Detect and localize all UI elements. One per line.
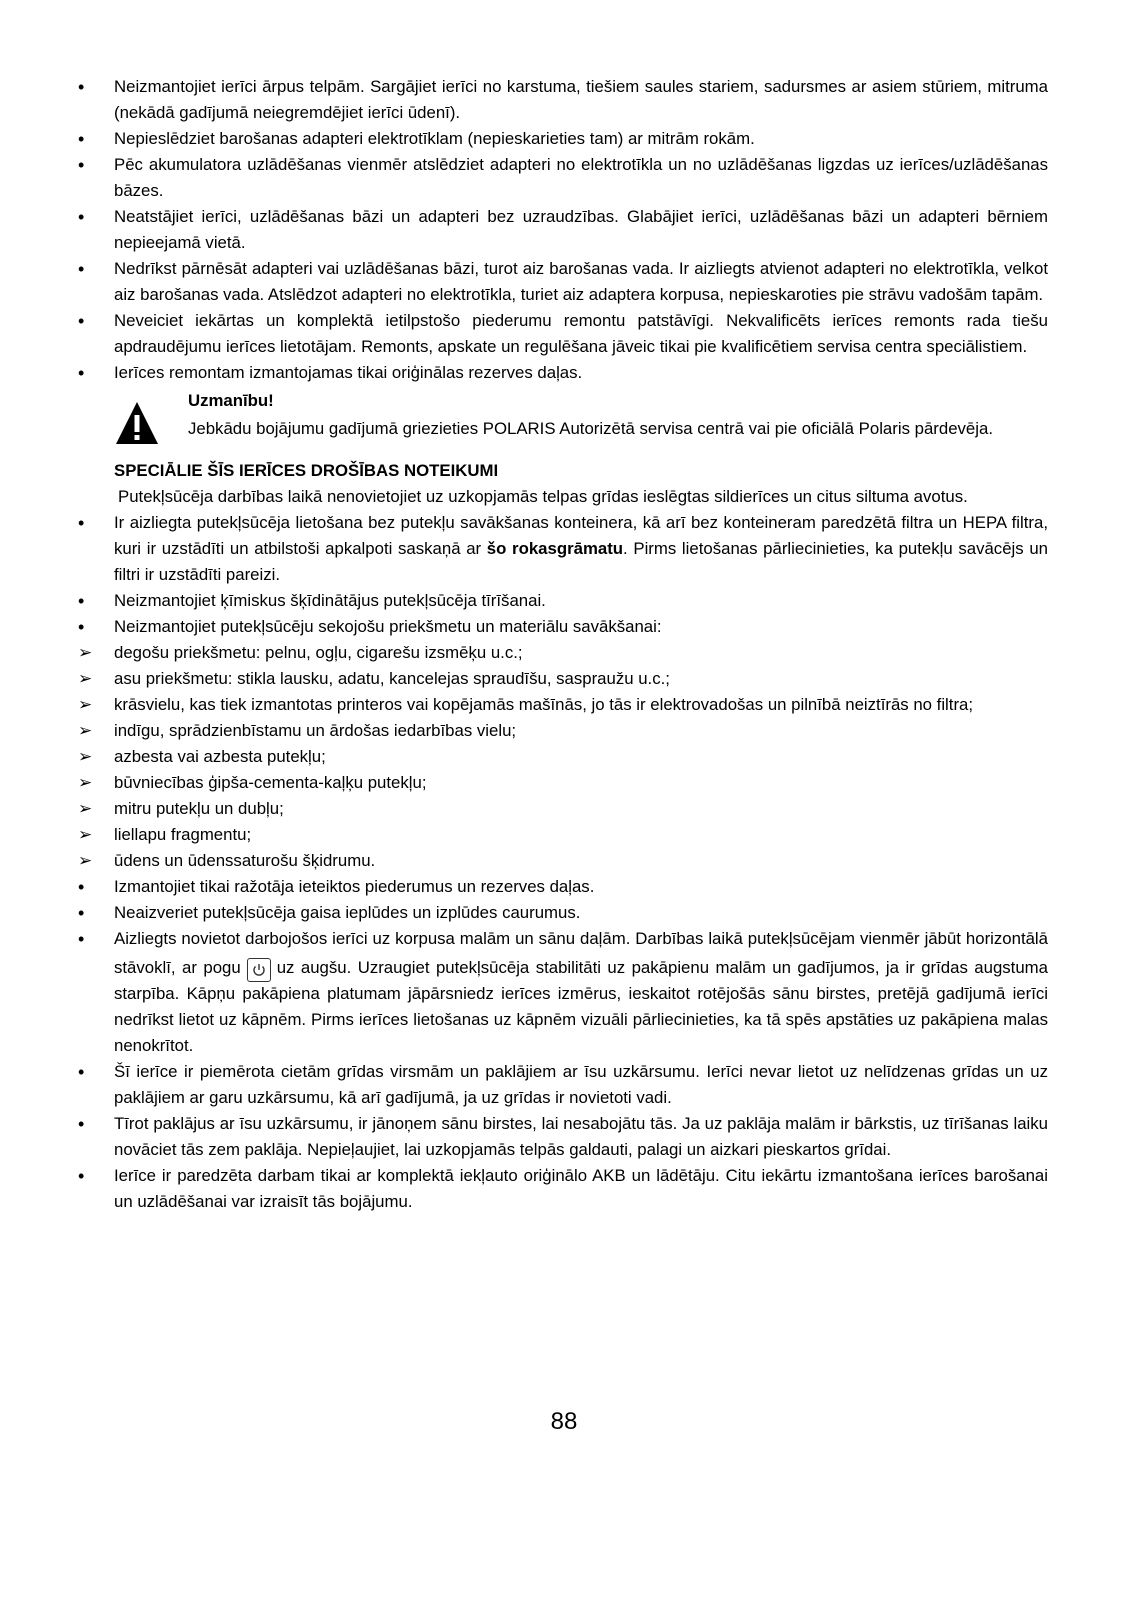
arrow-bullet-icon: [78, 848, 102, 875]
list-item: • Ir aizliegta putekļsūcēja lietošana bez putekļu savākšanas konteinera, kā arī bez konteineram paredzētā filtra un HEPA filtra, kuri ir uzstādīti un atbilstoši apkalpoti saskaņā ar šo rokasgrāmatu. Pirms lietošanas pārliecinieties, ka putekļu savācējs un filtri ir uzstādīti pareizi.: [78, 510, 1048, 588]
bullet-icon: [78, 256, 102, 284]
list-item: ➢ indīgu, sprādzienbīstamu un ārdošas iedarbības vielu;: [78, 718, 1048, 744]
list-item: • Ierīces remontam izmantojamas tikai oriģinālas rezerves daļas.: [78, 360, 1048, 386]
bullet-icon: [78, 360, 102, 388]
list-item: • Nedrīkst pārnēsāt adapteri vai uzlādēšanas bāzi, turot aiz barošanas vada. Ir aizliegts atvienot adapteri no elektrotīkla, velkot aiz barošanas vada. Atslēdzot adapteri no elektrotīkla, turiet aiz adaptera korpusa, nepieskaroties pie strāvu vadošām tapām.: [78, 256, 1048, 308]
bullet-icon: [78, 126, 102, 154]
bullet-icon: [78, 1059, 102, 1087]
bullet-icon: [78, 204, 102, 232]
list-item: • Neatstājiet ierīci, uzlādēšanas bāzi un adapteri bez uzraudzības. Glabājiet ierīci, uzlādēšanas bāzi un adapteri bērniem nepieejamā vietā.: [78, 204, 1048, 256]
list-item: • Šī ierīce ir piemērota cietām grīdas virsmām un paklājiem ar īsu uzkārsumu. Ierīci nevar lietot uz nelīdzenas grīdas un uz paklājiem ar garu uzkārsumu, kā arī gadījumā, ja uz grīdas ir novietoti vadi.: [78, 1059, 1048, 1111]
bullet-icon: [78, 152, 102, 180]
list-item: • Izmantojiet tikai ražotāja ieteiktos piederumus un rezerves daļas.: [78, 874, 1048, 900]
section-intro: Putekļsūcēja darbības laikā nenovietojiet uz uzkopjamās telpas grīdas ieslēgtas sildierīces un citus siltuma avotus.: [118, 487, 968, 506]
list-item: ➢ krāsvielu, kas tiek izmantotas printeros vai kopējamās mašīnās, jo tās ir elektrovadošas un pilnībā neiztīrās no filtra;: [78, 692, 1048, 718]
power-button-icon: [247, 958, 271, 982]
list-item: ➢ ūdens un ūdenssaturošu šķidrumu.: [78, 848, 1048, 874]
list-item: • Neizmantojiet putekļsūcēju sekojošu priekšmetu un materiālu savākšanai:: [78, 614, 1048, 640]
arrow-bullet-icon: [78, 666, 102, 693]
list-item: • Neizmantojiet ierīci ārpus telpām. Sargājiet ierīci no karstuma, tiešiem saules stariem, sadursmes ar asiem stūriem, mitruma (nekādā gadījumā neiegremdējiet ierīci ūdenī).: [78, 74, 1048, 126]
list-item: • Aizliegts novietot darbojošos ierīci uz korpusa malām un sānu daļām. Darbības laikā putekļsūcējam vienmēr jābūt horizontālā stāvoklī, ar pogu uz augšu. Uzraugiet putekļsūcēja stabilitāti uz pakāpienu malām un gadījumos, ja ir grīdas augstuma starpība. Kāpņu pakāpiena platumam jāpārsniedz ierīces izmērus, ieskaitot rotējošās sānu birstes, pretējā gadījumā ierīci nedrīkst lietot uz kāpnēm. Pirms ierīces lietošanas uz kāpnēm vizuāli pārliecinieties, ka tā spēs apstāties uz pakāpiena malas nenokrītot.: [78, 926, 1048, 1059]
list-item: ➢ liellapu fragmentu;: [78, 822, 1048, 848]
warning-title: Uzmanību!: [188, 391, 274, 410]
safety-list-top: [78, 74, 1048, 386]
bullet-icon: [78, 874, 102, 902]
list-item: • Neizmantojiet ķīmiskus šķīdinātājus putekļsūcēja tīrīšanai.: [78, 588, 1048, 614]
bullet-icon: [78, 926, 102, 954]
arrow-bullet-icon: [78, 744, 102, 771]
bullet-icon: [78, 588, 102, 616]
list-item: ➢ degošu priekšmetu: pelnu, ogļu, cigarešu izsmēķu u.c.;: [78, 640, 1048, 666]
arrow-bullet-icon: [78, 718, 102, 745]
list-item: ➢ asu priekšmetu: stikla lausku, adatu, kancelejas spraudīšu, saspraužu u.c.;: [78, 666, 1048, 692]
safety-list-special: [78, 510, 1048, 1215]
document-page: [78, 74, 1048, 1215]
bullet-icon: [78, 614, 102, 642]
list-item: • Neaizveriet putekļsūcēja gaisa ieplūdes un izplūdes caurumus.: [78, 900, 1048, 926]
list-item: • Pēc akumulatora uzlādēšanas vienmēr atslēdziet adapteri no elektrotīkla un no uzlādēšanas ligzdas uz ierīces/uzlādēšanas bāzes.: [78, 152, 1048, 204]
list-item: • Tīrot paklājus ar īsu uzkārsumu, ir jānoņem sānu birstes, lai nesabojātu tās. Ja uz paklāja malām ir bārkstis, uz tīrīšanas laiku novāciet tās zem paklāja. Nepieļaujiet, lai uzkopjamās telpās galdauti, palagi un aizkari pieskartos grīdai.: [78, 1111, 1048, 1163]
section-heading: SPECIĀLIE ŠĪS IERĪCES DROŠĪBAS NOTEIKUMI: [114, 461, 499, 480]
bullet-icon: [78, 308, 102, 336]
bullet-icon: [78, 900, 102, 928]
list-item: ➢ mitru putekļu un dubļu;: [78, 796, 1048, 822]
list-item: • Ierīce ir paredzēta darbam tikai ar komplektā iekļauto oriģinālo AKB un lādētāju. Citu iekārtu izmantošana ierīces barošanai un uzlādēšanai var izraisīt tās bojājumu.: [78, 1163, 1048, 1215]
list-item: • Nepieslēdziet barošanas adapteri elektrotīklam (nepieskarieties tam) ar mitrām rokām.: [78, 126, 1048, 152]
manual-reference: šo rokasgrāmatu: [486, 539, 624, 558]
arrow-bullet-icon: [78, 796, 102, 823]
bullet-icon: [78, 74, 102, 102]
warning-text: Jebkādu bojājumu gadījumā griezieties POLARIS Autorizētā servisa centrā vai pie oficiālā Polaris pārdevēja.: [188, 419, 993, 438]
arrow-bullet-icon: [78, 692, 102, 719]
arrow-bullet-icon: [78, 770, 102, 797]
bullet-icon: [78, 1111, 102, 1139]
bullet-icon: [78, 510, 102, 538]
page-number: 88: [550, 1408, 578, 1435]
bullet-icon: [78, 1163, 102, 1191]
list-item: ➢ būvniecības ģipša-cementa-kaļķu putekļu;: [78, 770, 1048, 796]
warning-triangle-icon: [114, 400, 160, 446]
arrow-bullet-icon: [78, 640, 102, 667]
warning-note: [78, 388, 1048, 444]
list-item: • Neveiciet iekārtas un komplektā ietilpstošo piederumu remontu patstāvīgi. Nekvalificēts ierīces remonts rada tiešu apdraudējumu ierīces lietotājam. Remonts, apskate un regulēšana jāveic tikai pie kvalificētiem servisa centra speciālistiem.: [78, 308, 1048, 360]
arrow-bullet-icon: [78, 822, 102, 849]
list-item: ➢ azbesta vai azbesta putekļu;: [78, 744, 1048, 770]
